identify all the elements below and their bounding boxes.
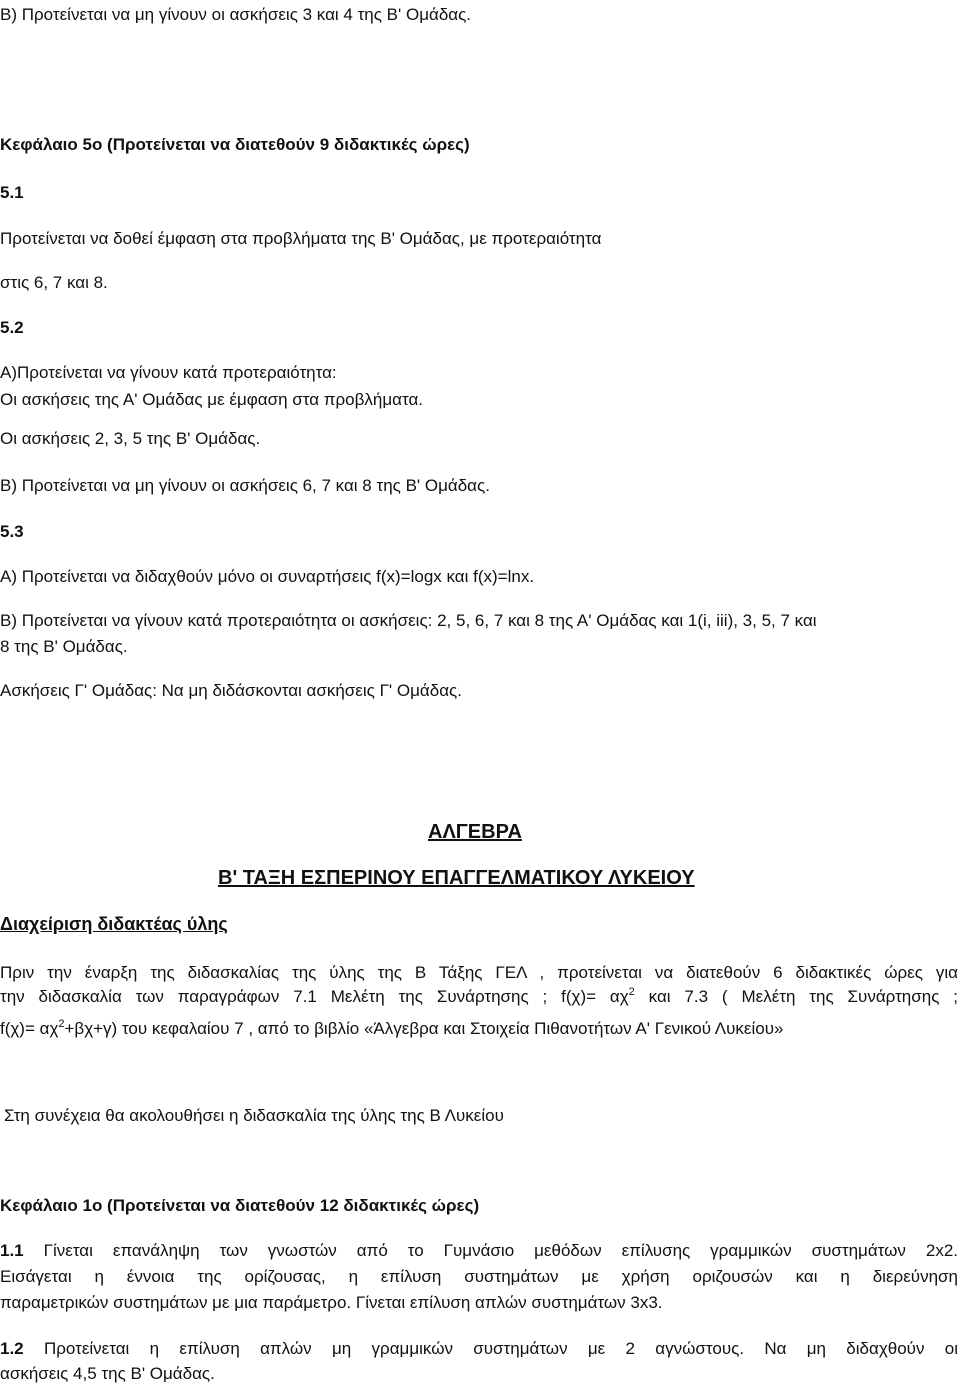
text-line: Α) Προτείνεται να διδαχθούν μόνο οι συναρτήσεις f(x)=logx και f(x)=lnx.	[0, 567, 535, 586]
text-line: Ασκήσεις Γ' Ομάδας: Να μη διδάσκονται ασκήσεις Γ' Ομάδας.	[0, 681, 462, 700]
algebra-title: ΑΛΓΕΒΡΑ	[428, 821, 522, 843]
section-1-2-line	[0, 1338, 958, 1360]
algebra-subtitle: Β' ΤΑΞΗ ΕΣΠΕΡΙΝΟΥ ΕΠΑΓΓΕΛΜΑΤΙΚΟΥ ΛΥΚΕΙΟΥ	[218, 867, 695, 889]
section-text: Προτείνεται η επίλυση απλών μη γραμμικών συστημάτων με 2 αγνώστους. Να μη διδαχθούν οι	[23, 1339, 958, 1358]
section-5-3-number: 5.3	[0, 522, 24, 541]
intro-text: και 7.3 ( Μελέτη της Συνάρτησης ;	[634, 987, 958, 1006]
text-line: 8 της Β' Ομάδας.	[0, 637, 128, 656]
section-text: Γίνεται επανάληψη των γνωστών από το Γυμνάσιο μεθόδων επίλυσης γραμμικών συστημάτων 2x2.	[23, 1241, 958, 1260]
text-line: Προτείνεται να δοθεί έμφαση στα προβλήματα της Β' Ομάδας, με προτεραιότητα	[0, 229, 602, 248]
intro-text: f(χ)= αχ	[0, 1019, 59, 1038]
superscript: 2	[628, 986, 635, 998]
text-line: Α)Προτείνεται να γίνουν κατά προτεραιότητα:	[0, 363, 337, 382]
text-line: Β) Προτείνεται να μη γίνουν οι ασκήσεις 3 και 4 της Β' Ομάδας.	[0, 5, 472, 24]
superscript: 2	[58, 1018, 65, 1030]
text-line: στις 6, 7 και 8.	[0, 273, 108, 292]
intro-text: Πριν την έναρξη της διδασκαλίας της ύλης της Β Τάξης ΓΕΛ , προτείνεται να διατεθούν 6 διδακτικές ώρες για	[0, 963, 958, 982]
intro-line	[0, 986, 958, 1008]
intro-line	[0, 1018, 784, 1040]
section-1-1-number: 1.1	[0, 1241, 24, 1260]
intro-text: +βχ+γ) του κεφαλαίου 7 , από το βιβλίο «Άλγεβρα και Στοιχεία Πιθανοτήτων Α' Γενικού Λυκείου»	[64, 1019, 784, 1038]
text-line: Στη συνέχεια θα ακολουθήσει η διδασκαλία της ύλης της Β Λυκείου	[4, 1106, 504, 1125]
section-1-2-line: ασκήσεις 4,5 της Β' Ομάδας.	[0, 1364, 215, 1383]
text-line: Οι ασκήσεις 2, 3, 5 της Β' Ομάδας.	[0, 429, 261, 448]
section-1-2-number: 1.2	[0, 1339, 24, 1358]
text-line: Β) Προτείνεται να γίνουν κατά προτεραιότητα οι ασκήσεις: 2, 5, 6, 7 και 8 της Α' Ομάδας και 1(i, iii), 3, 5, 7 και	[0, 611, 817, 630]
section-1-1-line	[0, 1240, 958, 1262]
chapter-5-heading: Κεφάλαιο 5ο (Προτείνεται να διατεθούν 9 διδακτικές ώρες)	[0, 135, 470, 154]
intro-text: την διδασκαλία των παραγράφων 7.1 Μελέτη της Συνάρτησης ; f(χ)= αχ	[0, 987, 629, 1006]
section-5-2-number: 5.2	[0, 318, 24, 337]
section-5-1-number: 5.1	[0, 183, 24, 202]
intro-line	[0, 962, 958, 984]
section-1-1-line: Εισάγεται η έννοια της ορίζουσας, η επίλυση συστημάτων με χρήση οριζουσών και η διερεύνηση	[0, 1267, 958, 1286]
text-line: Β) Προτείνεται να μη γίνουν οι ασκήσεις 6, 7 και 8 της Β' Ομάδας.	[0, 476, 490, 495]
text-line: Οι ασκήσεις της Α' Ομάδας με έμφαση στα προβλήματα.	[0, 390, 424, 409]
section-1-1-line: παραμετρικών συστημάτων με μια παράμετρο. Γίνεται επίλυση απλών συστημάτων 3x3.	[0, 1293, 663, 1312]
curriculum-management-heading: Διαχείριση διδακτέας ύλης	[0, 914, 228, 934]
chapter-1-heading: Κεφάλαιο 1ο (Προτείνεται να διατεθούν 12 διδακτικές ώρες)	[0, 1196, 480, 1215]
